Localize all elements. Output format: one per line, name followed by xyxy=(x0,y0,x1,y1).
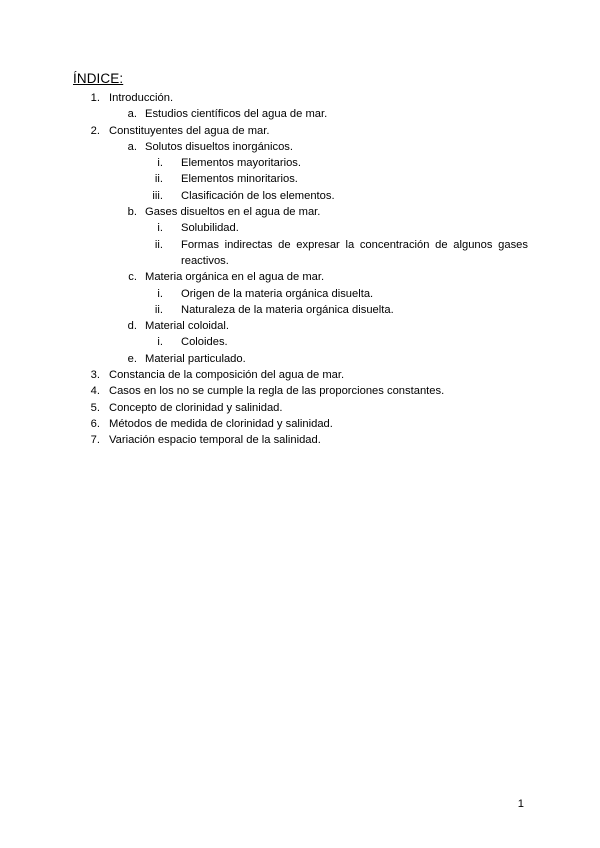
toc-number: 6. xyxy=(90,417,100,430)
toc-number: a. xyxy=(127,140,137,153)
toc-entry-2b-i xyxy=(0,220,600,236)
toc-text: Constancia de la composición del agua de mar. xyxy=(109,369,345,382)
toc-text: Material coloidal. xyxy=(145,320,229,333)
page-title: ÍNDICE: xyxy=(73,71,124,86)
toc-entry-4 xyxy=(0,383,600,399)
toc-text: Materia orgánica en el agua de mar. xyxy=(145,271,325,284)
toc-entry-2d xyxy=(0,318,600,334)
table-of-contents xyxy=(0,90,600,449)
toc-entry-6 xyxy=(0,416,600,432)
toc-text: Métodos de medida de clorinidad y salinidad. xyxy=(109,417,333,430)
toc-number: 7. xyxy=(90,434,100,447)
toc-text: Constituyentes del agua de mar. xyxy=(109,124,270,137)
toc-number: 2. xyxy=(90,124,100,137)
toc-entry-2a-iii xyxy=(0,188,600,204)
toc-text: Variación espacio temporal de la salinidad. xyxy=(109,434,321,447)
toc-entry-3 xyxy=(0,367,600,383)
toc-entry-2b xyxy=(0,204,600,220)
toc-entry-2a-i xyxy=(0,155,600,171)
toc-entry-2d-i xyxy=(0,334,600,350)
toc-text: Gases disueltos en el agua de mar. xyxy=(145,206,321,219)
toc-number: a. xyxy=(127,108,137,121)
toc-text: Origen de la materia orgánica disuelta. xyxy=(181,287,374,300)
toc-number: d. xyxy=(127,320,137,333)
toc-entry-2e xyxy=(0,351,600,367)
toc-number: i. xyxy=(157,287,163,300)
toc-number: iii. xyxy=(152,189,163,202)
toc-text: Clasificación de los elementos. xyxy=(181,189,335,202)
toc-text: Coloides. xyxy=(181,336,228,349)
toc-entry-1a xyxy=(0,106,600,122)
toc-number: c. xyxy=(128,271,137,284)
toc-number: i. xyxy=(157,336,163,349)
toc-number: 3. xyxy=(90,369,100,382)
toc-entry-7 xyxy=(0,432,600,448)
toc-entry-2 xyxy=(0,123,600,139)
toc-text: Elementos mayoritarios. xyxy=(181,157,301,170)
toc-number: 5. xyxy=(90,401,100,414)
toc-text: Solubilidad. xyxy=(181,222,239,235)
toc-number: 4. xyxy=(90,385,100,398)
toc-entry-2b-ii xyxy=(0,237,600,270)
toc-entry-2c-i xyxy=(0,286,600,302)
toc-entry-2a-ii xyxy=(0,171,600,187)
toc-number: i. xyxy=(157,222,163,235)
toc-text: Solutos disueltos inorgánicos. xyxy=(145,140,294,153)
toc-number: b. xyxy=(127,206,137,219)
toc-text: Introducción. xyxy=(109,92,174,104)
toc-text: Elementos minoritarios. xyxy=(181,173,298,186)
toc-entry-1 xyxy=(0,90,600,106)
toc-entry-2c-ii xyxy=(0,302,600,318)
toc-number: ii. xyxy=(154,173,163,186)
page-number: 1 xyxy=(517,798,524,810)
toc-text: Naturaleza de la materia orgánica disuelta. xyxy=(181,303,394,316)
toc-text: Concepto de clorinidad y salinidad. xyxy=(109,401,283,414)
toc-number: e. xyxy=(127,352,137,365)
toc-text: Casos en los no se cumple la regla de las proporciones constantes. xyxy=(109,385,445,398)
toc-entry-2c xyxy=(0,269,600,285)
toc-text: Material particulado. xyxy=(145,352,246,365)
toc-entry-5 xyxy=(0,400,600,416)
toc-number: 1. xyxy=(90,92,100,104)
toc-text: Formas indirectas de expresar la concentración de algunos gases reactivos. xyxy=(181,238,528,267)
toc-number: ii. xyxy=(154,238,163,251)
toc-number: ii. xyxy=(154,303,163,316)
toc-number: i. xyxy=(157,157,163,170)
toc-text: Estudios científicos del agua de mar. xyxy=(145,108,328,121)
toc-entry-2a xyxy=(0,139,600,155)
